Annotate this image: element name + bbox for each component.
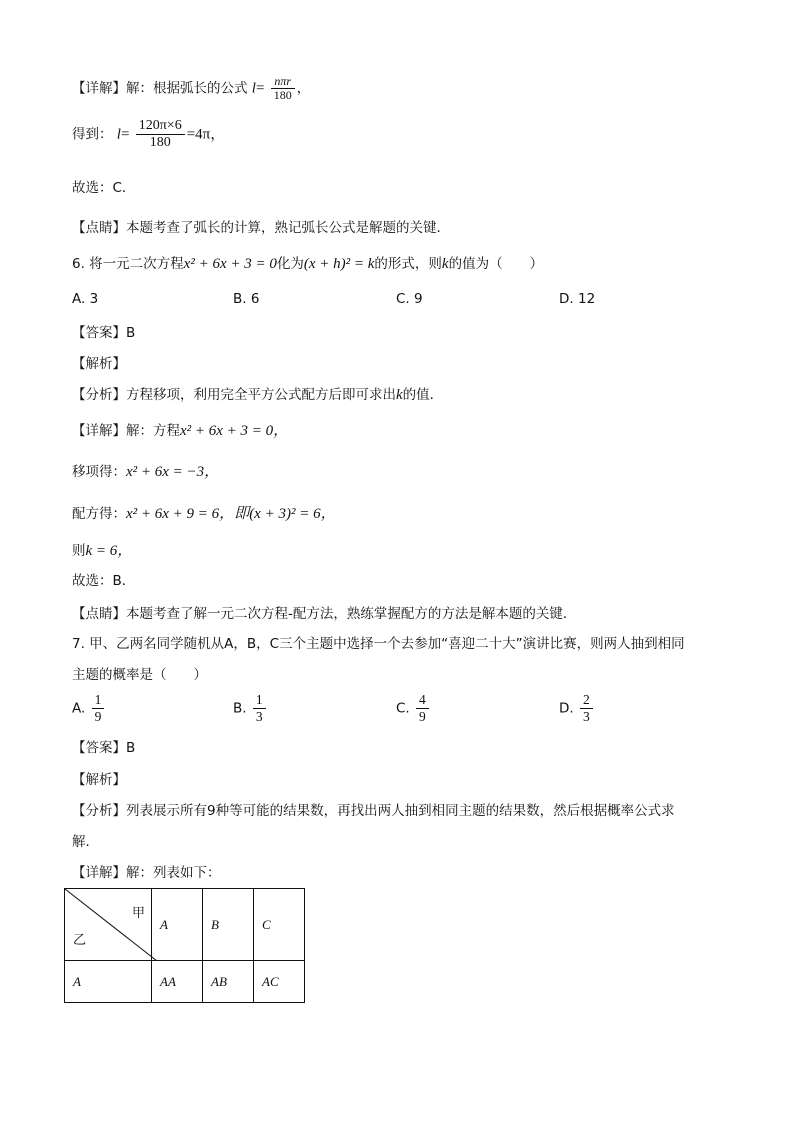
math-eq: =	[255, 80, 265, 97]
fraction-numerator: 1	[253, 692, 266, 709]
q7-analysis-label: 【解析】	[72, 772, 126, 788]
section-label: 【详解】	[72, 865, 126, 881]
q6-answer	[72, 323, 135, 343]
text: 的值为（ ）	[448, 256, 544, 272]
q7-stem-line2: 主题的概率是（ ）	[72, 667, 207, 683]
math-var: l	[116, 126, 121, 143]
table-header-cell: A	[152, 889, 203, 961]
option-label: B.	[233, 700, 247, 717]
fraction-denominator: 9	[419, 709, 426, 724]
q6-analysis-label: 【解析】	[72, 356, 126, 372]
text: 解：列表如下：	[126, 865, 221, 881]
corner-cell	[65, 889, 152, 961]
q7-option-c	[396, 692, 431, 725]
detail-line-arc-formula	[72, 75, 310, 102]
option-fraction	[416, 692, 429, 725]
q6-choose: 故选：B．	[72, 573, 136, 589]
section-label: 【分析】	[72, 803, 126, 819]
table-cell: AB	[203, 961, 254, 1003]
q7-option-b	[233, 692, 268, 725]
section-label: 【答案】	[72, 740, 126, 756]
math-var: l	[251, 80, 256, 97]
math-equation: (x + h)² = k	[303, 256, 375, 272]
text: 解：根据弧长的公式	[126, 80, 248, 97]
q7-detail	[72, 863, 221, 883]
section-label: 【点睛】	[72, 606, 126, 622]
outcome-table	[64, 888, 305, 1003]
math-result: =4π，	[186, 126, 226, 143]
table-header-row	[65, 889, 305, 961]
math-eq: =	[120, 126, 130, 143]
text: 移项得：	[72, 464, 126, 480]
q7-option-d	[559, 692, 595, 725]
option-label: D.	[559, 700, 574, 717]
dianjing-line	[72, 218, 450, 238]
option-label: C.	[396, 700, 410, 717]
fraction-numerator: 120π×6	[136, 118, 185, 135]
q7-stem-line1: 7. 甲、乙两名同学随机从A，B，C三个主题中选择一个去参加“喜迎二十大”演讲比赛，则两人抽到相同	[72, 636, 685, 652]
math-equation: x² + 6x + 3 = 0	[183, 256, 277, 272]
math-var: k	[441, 256, 449, 272]
table-cell: AC	[254, 961, 305, 1003]
q6-option-b: B. 6	[233, 291, 260, 307]
arc-formula-fraction	[271, 75, 295, 102]
math-equation: x² + 6x + 9 = 6，即	[126, 506, 250, 522]
q6-fenxi	[72, 385, 443, 405]
q6-option-a: A. 3	[72, 291, 99, 307]
table-row	[65, 961, 305, 1003]
fraction-denominator: 180	[273, 88, 292, 102]
fraction-denominator: 3	[255, 709, 263, 724]
detail-line-result	[72, 118, 225, 151]
q6-then	[72, 541, 132, 561]
text: 的值．	[402, 387, 444, 403]
text: 6. 将一元二次方程	[72, 256, 184, 272]
text: 方程移项，利用完全平方公式配方后即可求出	[126, 387, 396, 403]
section-label: 【答案】	[72, 325, 126, 341]
text: ，	[296, 80, 311, 97]
answer-value: B	[126, 740, 136, 756]
section-label: 【详解】	[72, 80, 126, 97]
option-fraction	[92, 692, 105, 725]
fraction-denominator: 9	[94, 709, 102, 724]
text: 列表展示所有9种等可能的结果数，再找出两人抽到相同主题的结果数，然后根据概率公式求	[126, 803, 675, 819]
fraction-numerator: 1	[92, 692, 105, 709]
fraction-numerator: nπr	[271, 75, 295, 89]
math-equation: x² + 6x = −3，	[126, 464, 220, 480]
text: 的形式，则	[374, 256, 442, 272]
answer-value: B	[126, 325, 136, 341]
section-label: 【分析】	[72, 387, 126, 403]
q6-option-d: D. 12	[559, 291, 596, 307]
math-equation: (x + 3)² = 6，	[249, 506, 336, 522]
q6-peifang	[72, 504, 336, 524]
section-label: 【详解】	[72, 423, 126, 439]
result-fraction	[136, 118, 185, 151]
corner-label-bottom: 乙	[73, 933, 87, 948]
option-fraction	[253, 692, 266, 725]
fraction-numerator: 2	[580, 692, 593, 709]
option-fraction	[580, 692, 593, 725]
table-header-cell: C	[254, 889, 305, 961]
text: 配方得：	[72, 506, 126, 522]
q6-shift	[72, 462, 219, 482]
fraction-numerator: 4	[416, 692, 429, 709]
table-cell: AA	[152, 961, 203, 1003]
text: 本题考查了弧长的计算，熟记弧长公式是解题的关键．	[126, 220, 450, 236]
q6-option-c: C. 9	[396, 291, 423, 307]
table-header-cell: B	[203, 889, 254, 961]
fraction-denominator: 180	[149, 135, 171, 150]
math-var: k	[396, 387, 403, 403]
section-label: 【点睛】	[72, 220, 126, 236]
option-label: A.	[72, 700, 86, 717]
text: 本题考查了解一元二次方程-配方法，熟练掌握配方的方法是解本题的关键．	[126, 606, 577, 622]
q7-answer	[72, 738, 135, 758]
text: 化为	[276, 256, 304, 272]
corner-label-top: 甲	[131, 906, 145, 921]
choice-line: 故选：C．	[72, 180, 136, 196]
text: 解：方程	[126, 423, 180, 439]
corner-diagonal-line	[65, 889, 157, 961]
q7-fenxi-line1	[72, 801, 675, 821]
fraction-denominator: 3	[582, 709, 590, 724]
text: 得到：	[72, 126, 113, 143]
text: 则	[72, 543, 86, 559]
q7-option-a	[72, 692, 106, 725]
q7-fenxi-line2: 解．	[72, 834, 99, 850]
table-row-label: A	[65, 961, 152, 1003]
math-equation: k = 6，	[85, 543, 133, 559]
math-equation: x² + 6x + 3 = 0，	[180, 423, 289, 439]
q6-stem	[72, 254, 543, 274]
q6-dianjing	[72, 604, 576, 624]
q6-detail	[72, 421, 288, 441]
